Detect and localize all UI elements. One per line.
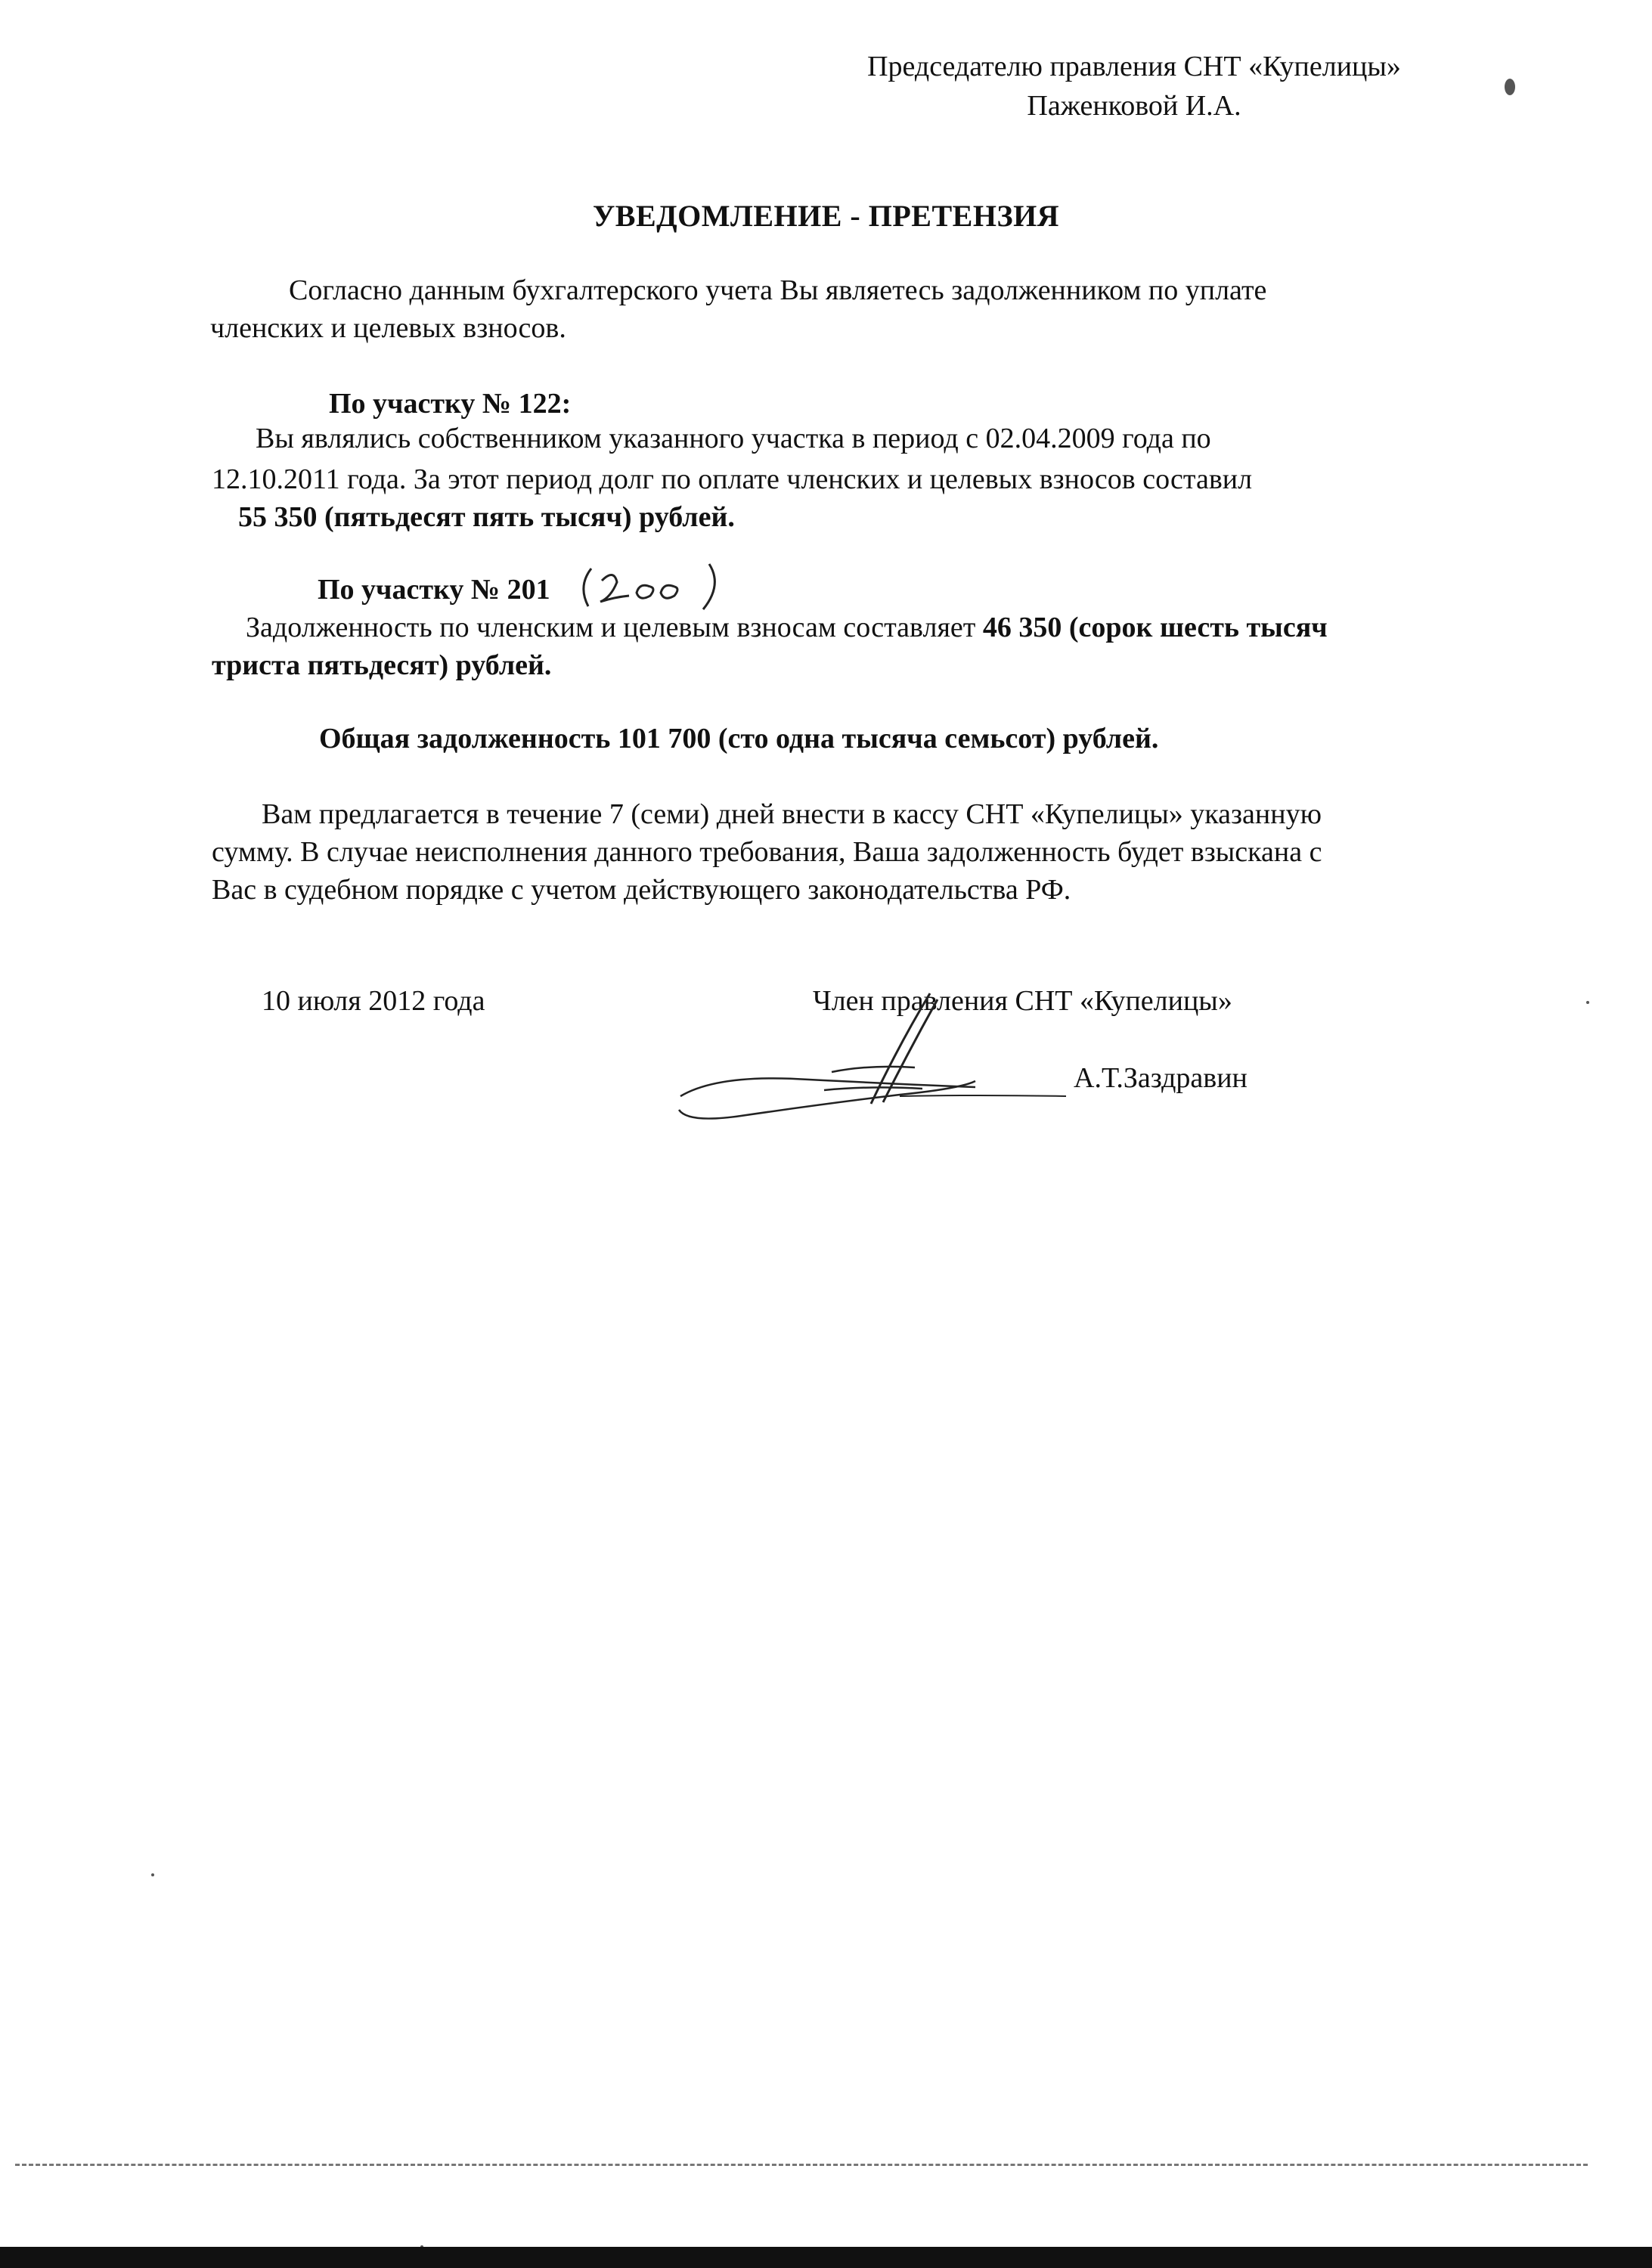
plot-201-amount-part-1: 46 350 (сорок шесть тысяч [982,612,1328,643]
demand-line-1: Вам предлагается в течение 7 (семи) дней внести в кассу СНТ «Купелицы» указанную [262,798,1322,830]
plot-201-debt-text: Задолженность по членским и целевым взносам составляет [246,612,983,643]
plot-201-line-1 [246,611,1328,644]
intro-line-1: Согласно данным бухгалтерского учета Вы являетесь задолженником по уплате [289,274,1267,306]
signer-name: А.Т.Заздравин [1074,1062,1248,1094]
scan-bottom-edge [0,2247,1652,2268]
plot-122-heading: По участку № 122: [329,388,572,420]
handwritten-note-drawing [575,559,726,612]
scan-speck [1505,79,1515,95]
signature-drawing [673,983,1081,1142]
document-date: 10 июля 2012 года [262,985,485,1017]
addressee-line-1: Председателю правления СНТ «Купелицы» [867,51,1401,82]
handwritten-plot-note [575,559,726,616]
intro-line-2: членских и целевых взносов. [210,312,566,344]
document-title: УВЕДОМЛЕНИЕ - ПРЕТЕНЗИЯ [592,199,1060,233]
scan-speck [151,1873,154,1876]
addressee-block [756,47,1512,125]
scan-dashed-line [15,2164,1588,2166]
plot-122-amount: 55 350 (пятьдесят пять тысяч) рублей. [238,501,735,533]
demand-line-2: сумму. В случае неисполнения данного требования, Ваша задолженность будет взыскана с [212,836,1322,868]
signature [673,983,1081,1145]
total-debt: Общая задолженность 101 700 (сто одна тысяча семьсот) рублей. [319,723,1159,754]
signer-position: Член правления СНТ «Купелицы» [813,985,1232,1017]
demand-line-3: Вас в судебном порядке с учетом действующего законодательства РФ. [212,874,1071,906]
plot-201-heading: По участку № 201 [318,574,550,606]
plot-122-line-1: Вы являлись собственником указанного участка в период с 02.04.2009 года по [256,423,1211,454]
scan-speck [1586,1001,1589,1004]
addressee-line-2: Паженковой И.А. [1027,90,1241,122]
plot-122-line-2: 12.10.2011 года. За этот период долг по оплате членских и целевых взносов составил [212,463,1253,495]
plot-201-amount-part-2: триста пятьдесят) рублей. [212,649,552,681]
